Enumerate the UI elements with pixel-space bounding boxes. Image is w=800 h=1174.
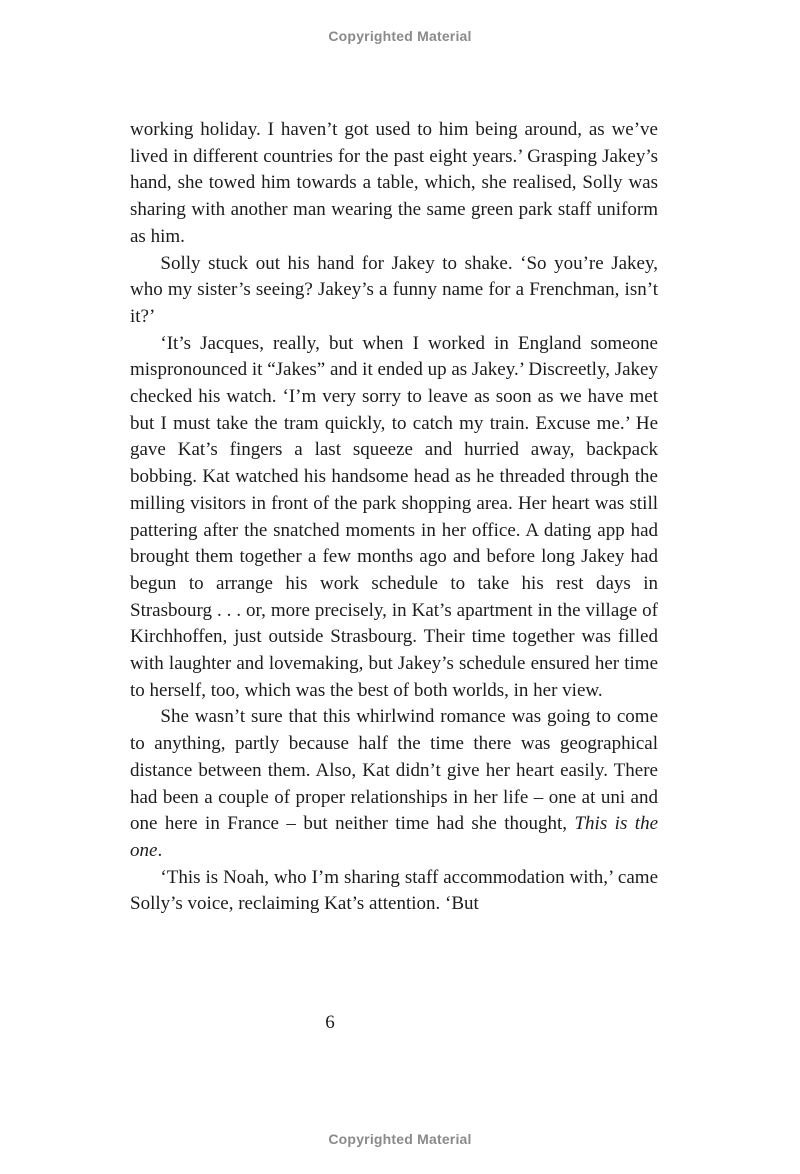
paragraph bbox=[130, 117, 658, 251]
body-text bbox=[130, 117, 658, 918]
text-run: She wasn’t sure that this whirlwind romance was going to come to anything, partly because half the time there was geographical distance between them. Also, Kat didn’t give her heart easily. There had been a couple of proper relationships in her life – one at uni and one here in France – but neither time had she thought, bbox=[130, 706, 658, 835]
copyright-notice-top: Copyrighted Material bbox=[328, 28, 472, 44]
paragraph bbox=[130, 865, 658, 918]
text-run: working holiday. I haven’t got used to him being around, as we’ve lived in different countries for the past eight years.’ Grasping Jakey’s hand, she towed him towards a table, which, she realised, Solly was sharing with another man wearing the same green park staff uniform as him. bbox=[130, 119, 658, 247]
paragraph bbox=[130, 704, 658, 864]
italic-text-run: This is the one bbox=[130, 813, 659, 861]
text-run: Solly stuck out his hand for Jakey to shake. ‘So you’re Jakey, who my sister’s seeing? Jakey’s a funny name for a Frenchman, isn’t it?’ bbox=[130, 252, 658, 327]
paragraph bbox=[130, 331, 658, 705]
copyright-notice-bottom: Copyrighted Material bbox=[328, 1131, 472, 1147]
paragraph bbox=[130, 251, 658, 331]
page-number: 6 bbox=[325, 1012, 335, 1033]
text-run: . bbox=[157, 839, 163, 861]
text-run: ‘This is Noah, who I’m sharing staff accommodation with,’ came Solly’s voice, reclaiming Kat’s attention. ‘But bbox=[130, 866, 658, 915]
text-run: ‘It’s Jacques, really, but when I worked in England someone mispronounced it “Jakes” and it ended up as Jakey.’ Discreetly, Jakey checked his watch. ‘I’m very sorry to leave as soon as we have met but I must take the tram quickly, to catch my train. Excuse me.’ He gave Kat’s fingers a last squeeze and hurried away, backpack bobbing. Kat watched his handsome head as he threaded through the milling visitors in front of the park shopping area. Her heart was still pattering after the snatched moments in her office. A dating app had brought them together a few months ago and before long Jakey had begun to arrange his work schedule to take his rest days in Strasbourg . . . or, more precisely, in Kat’s apartment in the village of Kirchhoffen, just outside Strasbourg. Their time together was filled with laughter and lovemaking, but Jakey’s schedule ensured her time to herself, too, which was the best of both worlds, in her view. bbox=[130, 332, 658, 701]
